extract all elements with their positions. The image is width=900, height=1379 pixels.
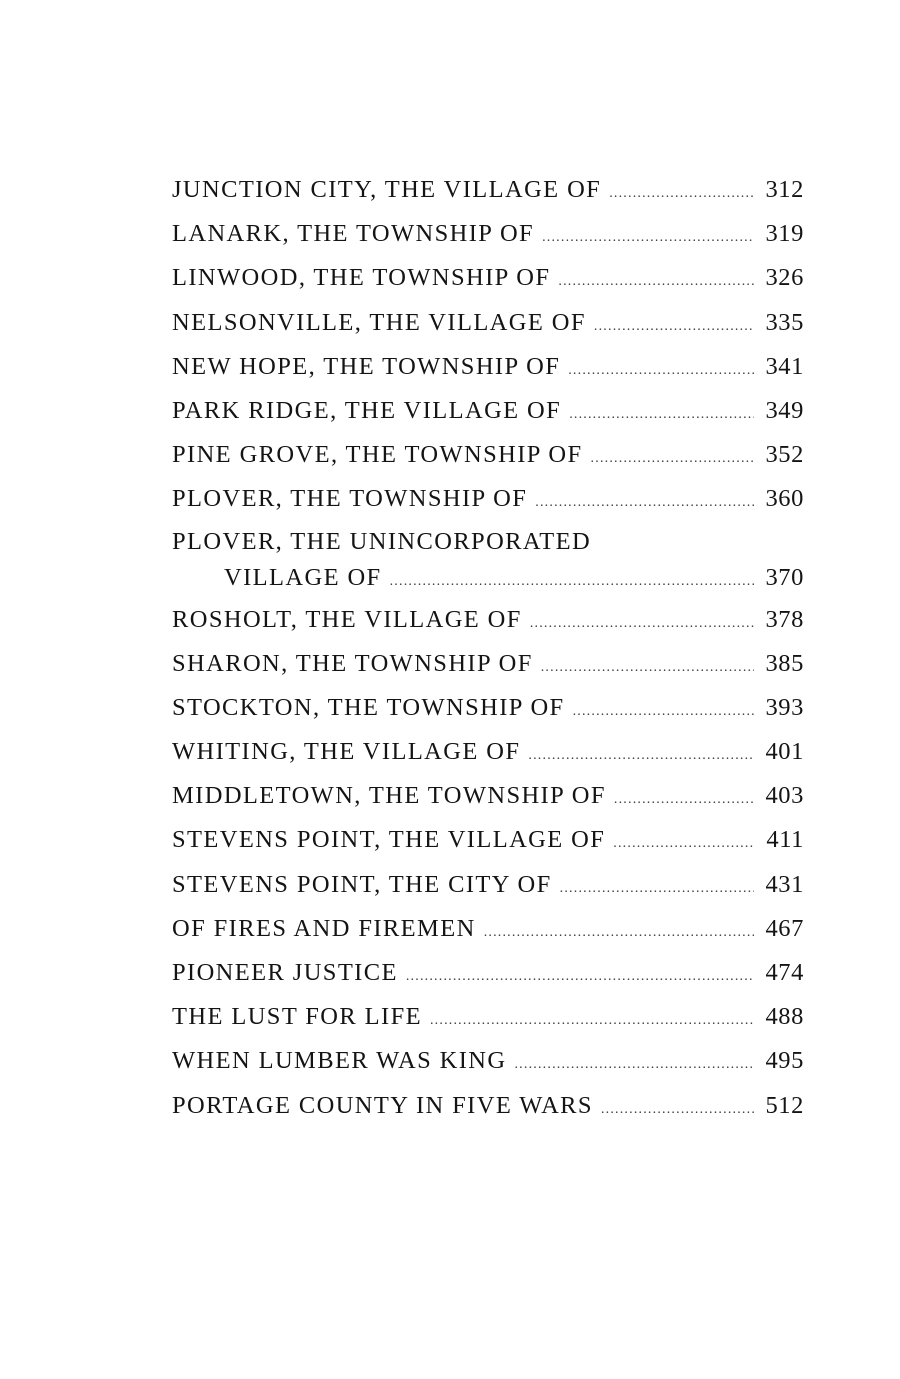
- dot-leader: [542, 216, 754, 260]
- toc-entry: [172, 863, 804, 907]
- toc-entry-title-continued: VILLAGE OF: [224, 563, 382, 591]
- dot-leader: [528, 734, 754, 778]
- toc-entry-page: 512: [765, 1091, 804, 1119]
- toc-entry: [172, 598, 804, 642]
- toc-entry: [172, 995, 804, 1039]
- toc-entry: [172, 730, 804, 774]
- toc-entry: [172, 1084, 804, 1128]
- toc-entry-page: 370: [765, 563, 804, 591]
- toc-entry-title: NEW HOPE, THE TOWNSHIP OF: [172, 352, 561, 380]
- dot-leader: [535, 481, 754, 525]
- toc-entry-title: STEVENS POINT, THE CITY OF: [172, 870, 552, 898]
- toc-entry-page: 378: [765, 605, 804, 633]
- toc-entry-page: 488: [765, 1003, 804, 1031]
- toc-entry: [172, 774, 804, 818]
- toc-entry-page: 411: [766, 826, 804, 854]
- toc-entry-title: THE LUST FOR LIFE: [172, 1003, 422, 1031]
- dot-leader: [569, 393, 754, 437]
- dot-leader: [573, 690, 754, 734]
- toc-entry-page: 401: [765, 738, 804, 766]
- dot-leader: [609, 172, 754, 216]
- toc-entry-page: 335: [765, 308, 804, 336]
- dot-leader: [594, 305, 754, 349]
- toc-entry-page: 495: [765, 1047, 804, 1075]
- toc-entry: [172, 345, 804, 389]
- toc-entry: [172, 522, 804, 598]
- toc-entry-page: 385: [765, 649, 804, 677]
- toc-entry-continuation: [172, 558, 804, 598]
- dot-leader: [591, 437, 754, 481]
- toc-entry: [172, 1039, 804, 1083]
- toc-entry-title: WHEN LUMBER WAS KING: [172, 1047, 507, 1075]
- toc-entry: [172, 477, 804, 521]
- toc-entry-title: STOCKTON, THE TOWNSHIP OF: [172, 693, 565, 721]
- toc-entry-title: PORTAGE COUNTY IN FIVE WARS: [172, 1091, 593, 1119]
- toc-entry-title: LANARK, THE TOWNSHIP OF: [172, 220, 535, 248]
- toc-entry-page: 474: [765, 959, 804, 986]
- toc-entry: [172, 256, 804, 300]
- dot-leader: [406, 955, 754, 999]
- toc-entry-title: MIDDLETOWN, THE TOWNSHIP OF: [172, 782, 606, 810]
- toc-entry-page: 467: [765, 914, 804, 942]
- toc-entry: [172, 951, 804, 995]
- dot-leader: [568, 349, 754, 393]
- dot-leader: [514, 1043, 754, 1087]
- dot-leader: [614, 778, 754, 822]
- dot-leader: [484, 911, 754, 955]
- toc-entry-title: STEVENS POINT, THE VILLAGE OF: [172, 826, 606, 854]
- dot-leader: [560, 867, 754, 911]
- dot-leader: [541, 646, 754, 690]
- toc-entry-page: 349: [765, 396, 804, 424]
- toc-entry: [172, 686, 804, 730]
- toc-entry: [172, 433, 804, 477]
- toc-entry-title: NELSONVILLE, THE VILLAGE OF: [172, 308, 586, 336]
- toc-entry-title: PIONEER JUSTICE: [172, 959, 398, 986]
- dot-leader: [613, 822, 754, 866]
- toc-entry: [172, 642, 804, 686]
- dot-leader: [530, 602, 754, 646]
- toc-entry-page: 326: [765, 264, 804, 292]
- toc-entry-title: JUNCTION CITY, THE VILLAGE OF: [172, 176, 602, 203]
- dot-leader: [601, 1088, 754, 1132]
- toc-entry-title: SHARON, THE TOWNSHIP OF: [172, 649, 533, 677]
- toc-entry-page: 341: [765, 352, 804, 380]
- toc-entry-page: 352: [765, 441, 804, 469]
- toc-entry-page: 360: [765, 485, 804, 513]
- toc-entry-page: 312: [765, 176, 804, 203]
- toc-entry-page: 393: [765, 693, 804, 721]
- dot-leader: [390, 562, 754, 602]
- toc-entry: [172, 818, 804, 862]
- dot-leader: [430, 999, 754, 1043]
- toc-entry-title: PINE GROVE, THE TOWNSHIP OF: [172, 441, 583, 469]
- toc-entry-title: OF FIRES AND FIREMEN: [172, 914, 476, 942]
- toc-entry: [172, 168, 804, 212]
- toc-entry-title: WHITING, THE VILLAGE OF: [172, 738, 521, 766]
- toc-entry: [172, 301, 804, 345]
- toc-entry-page: 319: [765, 220, 804, 248]
- toc-entry-page: 431: [765, 870, 804, 898]
- dot-leader: [558, 260, 754, 304]
- toc-entry: [172, 212, 804, 256]
- toc-entry-title: PARK RIDGE, THE VILLAGE OF: [172, 396, 562, 424]
- toc-entry-page: 403: [765, 782, 804, 810]
- toc-entry: [172, 389, 804, 433]
- toc-entry-title: PLOVER, THE TOWNSHIP OF: [172, 485, 528, 513]
- toc-entry-title: LINWOOD, THE TOWNSHIP OF: [172, 264, 551, 292]
- toc-entry: [172, 907, 804, 951]
- table-of-contents: [172, 168, 804, 1128]
- toc-entry-title: PLOVER, THE UNINCORPORATED: [172, 527, 592, 555]
- toc-entry-title: ROSHOLT, THE VILLAGE OF: [172, 605, 522, 633]
